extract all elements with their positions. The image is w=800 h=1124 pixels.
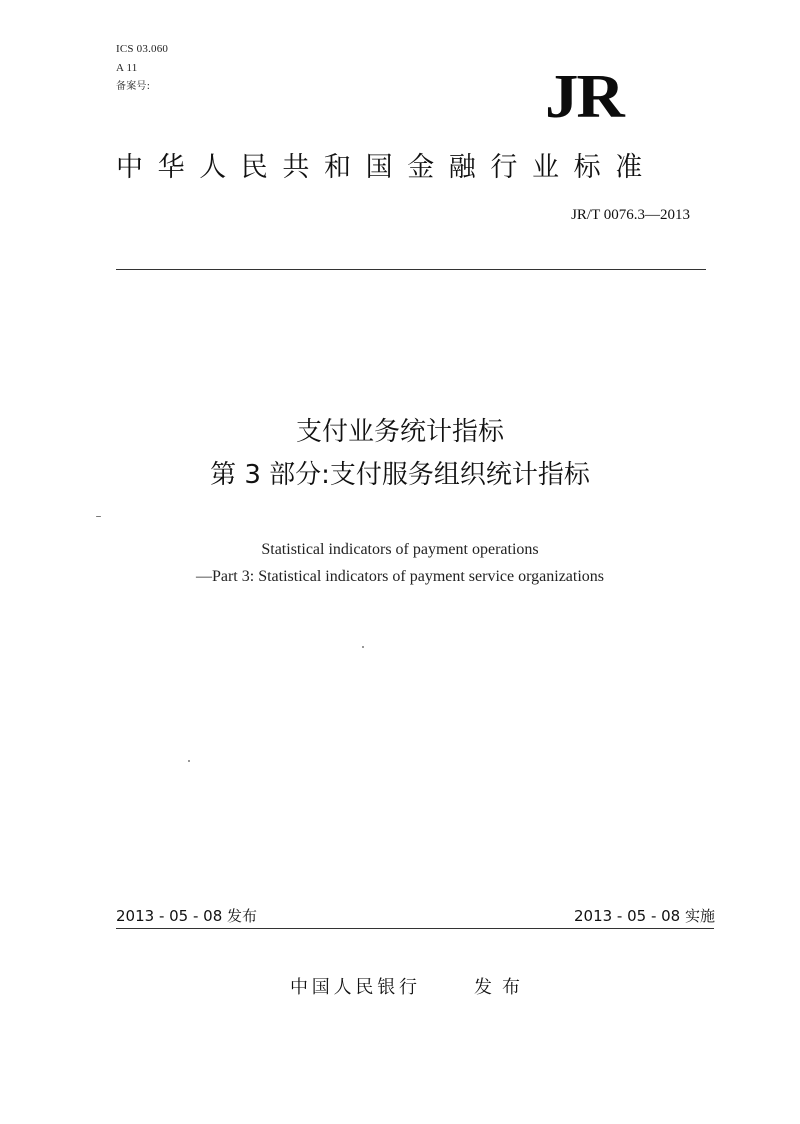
classification-code: A 11 — [116, 62, 138, 74]
standard-code: JR/T 0076.3—2013 — [571, 207, 690, 223]
scan-speck — [362, 646, 364, 648]
publisher-name: 中国人民银行 — [290, 977, 421, 998]
chinese-title-line-2: 第 3 部分:支付服务组织统计指标 — [210, 460, 590, 490]
jr-logo: JR — [545, 63, 623, 131]
filing-number-label: 备案号: — [116, 81, 151, 92]
scan-speck — [188, 760, 190, 762]
english-title-line-2: —Part 3: Statistical indicators of payment service organizations — [195, 568, 605, 585]
english-title-line-1: Statistical indicators of payment operations — [261, 541, 539, 558]
header-divider — [116, 269, 706, 270]
issue-date: 2013 - 05 - 08 发布 — [116, 907, 258, 925]
implementation-date: 2013 - 05 - 08 实施 — [573, 907, 715, 925]
scan-speck — [96, 516, 101, 517]
chinese-title-line-1: 支付业务统计指标 — [295, 417, 504, 447]
ics-code: ICS 03.060 — [116, 43, 169, 55]
footer-divider — [116, 928, 714, 929]
standard-type-title: 中华人民共和国金融行业标准 — [116, 152, 657, 183]
publish-label: 发布 — [474, 977, 530, 998]
